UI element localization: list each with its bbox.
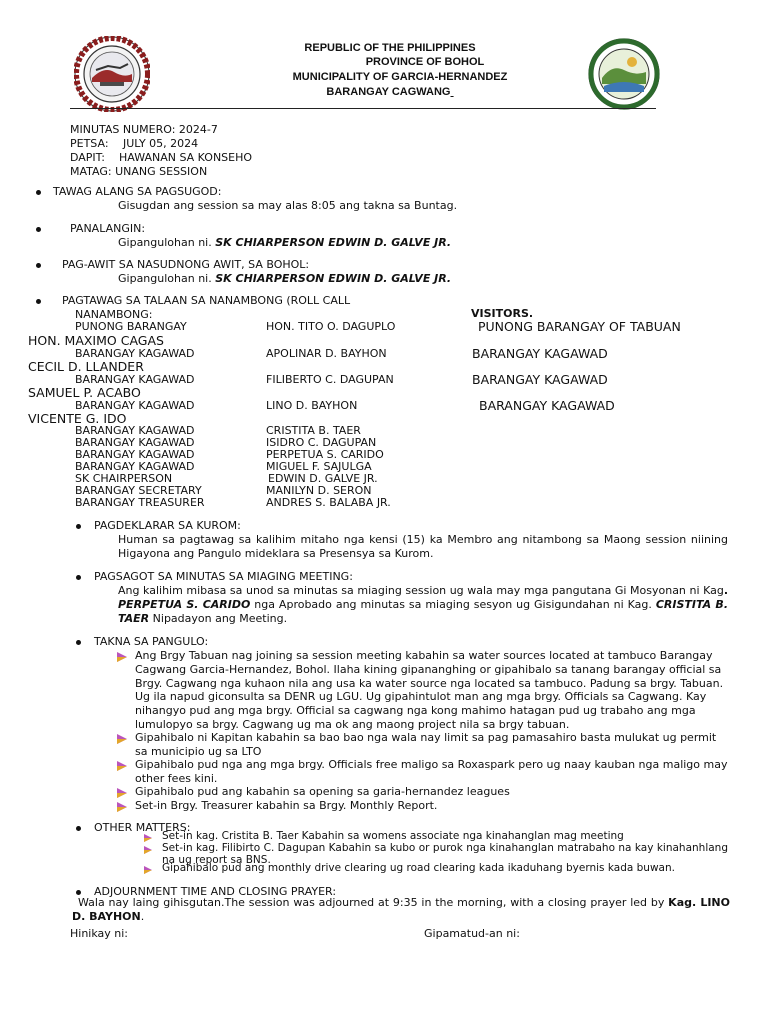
- visitor-position: BARANGAY KAGAWAD: [472, 346, 608, 361]
- hinikay-label: Hinikay ni:: [70, 927, 129, 940]
- petsa-label: PETSA:: [70, 137, 109, 150]
- header-republic: REPUBLIC OF THE PHILIPPINES: [304, 42, 476, 54]
- panalangin-pre: Gipangulohan ni.: [118, 236, 212, 249]
- attendee-name: PERPETUA S. CARIDO: [266, 448, 384, 461]
- bullet-dot: [36, 263, 41, 268]
- dapit-value: HAWANAN SA KONSEHO: [119, 151, 253, 164]
- minutas-prev-text-a: Ang kalihim mibasa sa unod sa minutas sa miaging session ug wala may mga pangutana Gi Mosyonan ni Kag: [118, 584, 724, 597]
- takna-item: Gipahibalo pud nga ang mga brgy. Officials free maligo sa Roxaspark pero ug naay kauban nga maligo may other fees kini.: [135, 758, 728, 785]
- takna-item: Set-in Brgy. Treasurer kabahin sa Brgy. Monthly Report.: [135, 799, 438, 812]
- gipamatud-label: Gipamatud-an ni:: [424, 927, 520, 940]
- nanambong-label: NANAMBONG:: [75, 308, 153, 321]
- other-item: Set-in kag. Cristita B. Taer Kabahin sa womens associate nga kinahanglan mag meeting: [162, 830, 624, 842]
- minutas-prev-dot: .: [723, 584, 728, 597]
- bullet-dot: [76, 575, 81, 580]
- municipal-seal-logo: [588, 38, 660, 110]
- attendee-position: BARANGAY KAGAWAD: [75, 436, 195, 449]
- bullet-dot: [76, 524, 81, 529]
- tawag-title: TAWAG ALANG SA PAGSUGOD:: [53, 185, 222, 198]
- bullet-dot: [36, 190, 41, 195]
- arrow-bullet-icon: [117, 734, 127, 744]
- attendee-name: MIGUEL F. SAJULGA: [266, 460, 372, 473]
- panalangin-title: PANALANGIN:: [70, 222, 146, 235]
- attendee-position: SK CHAIRPERSON: [75, 472, 173, 485]
- attendee-name: EDWIN D. GALVE JR.: [268, 472, 378, 485]
- minutas-number: MINUTAS NUMERO: 2024-7: [70, 123, 218, 136]
- pagawit-line: [118, 272, 451, 285]
- attendee-position: BARANGAY KAGAWAD: [75, 347, 195, 360]
- attendee-position: BARANGAY TREASURER: [75, 496, 205, 509]
- bullet-dot: [76, 890, 81, 895]
- panalangin-line: [118, 236, 451, 249]
- arrow-bullet-icon: [144, 866, 152, 874]
- other-item: Set-in kag. Filibirto C. Dagupan Kabahin sa kubo or purok nga kinahanglan matrabaho na kay kinahanhlang na ug report sa BNS.: [162, 842, 728, 866]
- attendee-name: FILIBERTO C. DAGUPAN: [266, 373, 394, 386]
- header-barangay-text: BARANGAY CAGWANG: [326, 86, 451, 98]
- pagawit-name: SK CHIARPERSON EDWIN D. GALVE JR.: [215, 272, 452, 285]
- attendee-position: BARANGAY KAGAWAD: [75, 399, 195, 412]
- minutas-prev-name1: PERPETUA S. CARIDO: [118, 597, 251, 611]
- arrow-bullet-icon: [144, 834, 152, 842]
- petsa-value: JULY 05, 2024: [123, 137, 199, 150]
- visitor-position: BARANGAY KAGAWAD: [479, 398, 615, 413]
- attendee-position: PUNONG BARANGAY: [75, 320, 187, 333]
- takna-item: Gipahibalo ni Kapitan kabahin sa bao bao nga wala nay limit sa pag pamasahiro basta mulukat ug permit sa municipio ug sa LTO: [135, 731, 717, 758]
- minutas-prev-text-b: nga Aprobado ang minutas sa miaging sesyon ug Gisigundahan ni Kag.: [250, 597, 652, 611]
- attendee-name: HON. TITO O. DAGUPLO: [266, 320, 396, 333]
- attendee-position: BARANGAY KAGAWAD: [75, 460, 195, 473]
- attendee-name: ANDRES S. BALABA JR.: [266, 496, 391, 509]
- other-title: OTHER MATTERS:: [94, 821, 191, 834]
- arrow-bullet-icon: [117, 802, 127, 812]
- header-barangay: [310, 86, 470, 98]
- pagawit-pre: Gipangulohan ni.: [118, 272, 212, 285]
- matag-session: MATAG: UNANG SESSION: [70, 165, 208, 178]
- visitors-label: VISITORS.: [471, 307, 534, 320]
- minutas-prev-title: PAGSAGOT SA MINUTAS SA MIAGING MEETING:: [94, 570, 353, 583]
- other-item: Gipahibalo pud ang monthly drive clearing ug road clearing kada ikaduhang byernis kada buwan.: [162, 862, 675, 874]
- arrow-bullet-icon: [144, 846, 152, 854]
- attendee-name: MANILYN D. SERON: [266, 484, 372, 497]
- arrow-bullet-icon: [117, 788, 127, 798]
- attendee-position: BARANGAY KAGAWAD: [75, 448, 195, 461]
- adjourn-dot: .: [140, 909, 145, 923]
- adjourn-title: ADJOURNMENT TIME AND CLOSING PRAYER:: [94, 885, 337, 898]
- kurom-title: PAGDEKLARAR SA KUROM:: [94, 519, 241, 532]
- header-divider: [70, 108, 656, 109]
- bullet-dot: [76, 826, 81, 831]
- attendee-name: ISIDRO C. DAGUPAN: [266, 436, 377, 449]
- attendee-name: APOLINAR D. BAYHON: [266, 347, 387, 360]
- kurom-text: Human sa pagtawag sa kalihim mitaho nga kensi (15) ka Membro ang nitambong sa Maong session niining Higayona ang Pangulo mideklara sa Presensya sa Kurom.: [118, 533, 728, 560]
- visitor-name: SAMUEL P. ACABO: [28, 385, 141, 400]
- takna-title: TAKNA SA PANGULO:: [94, 635, 209, 648]
- takna-item: Ang Brgy Tabuan nag joining sa session meeting kabahin sa water sources located at tambuco Barangay Cagwang Garcia-Hernandez, Bohol. Ilaha kining gipananghing or gipahibalo sa tanang barangay official sa Brgy. Cagwang nga kuhaon nila ang usa ka water source nga located sa tambuco. Padung sa brgy. Tabuan. Ug ila napud giconsulta sa DENR ug LGU. Ug gipahintulot man ang mga brgy. Officials sa Cagwang. Kay nihangyo pud ang mga brgy. Official sa cagwang nga kong mahimo hatagan pud ug trabaho ang mga lumulopyo sa brgy. Cagwang ug ma ok ang maong project nila sa brgy tabuan.: [135, 649, 724, 731]
- minutas-prev-text-c: Nipadayon ang Meeting.: [149, 611, 288, 625]
- bullet-dot: [76, 640, 81, 645]
- arrow-bullet-icon: [117, 652, 127, 662]
- adjourn-text-body: Wala nay laing gihisgutan.The session was adjourned at 9:35 in the morning, with a closing prayer led by: [78, 896, 665, 909]
- adjourn-text: [72, 896, 730, 924]
- attendee-position: BARANGAY SECRETARY: [75, 484, 202, 497]
- tawag-text: Gisugdan ang session sa may alas 8:05 ang takna sa Buntag.: [118, 199, 458, 212]
- visitor-position: BARANGAY KAGAWAD: [472, 372, 608, 387]
- header-province: PROVINCE OF BOHOL: [365, 56, 485, 68]
- arrow-bullet-icon: [117, 761, 127, 771]
- pagawit-title: PAG-AWIT SA NASUDNONG AWIT, SA BOHOL:: [62, 258, 310, 271]
- dapit-label: DAPIT:: [70, 151, 105, 164]
- minutas-prev-text: [118, 584, 728, 625]
- panalangin-name: SK CHIARPERSON EDWIN D. GALVE JR.: [215, 236, 452, 249]
- attendee-name: CRISTITA B. TAER: [266, 424, 361, 437]
- header-municipality: MUNICIPALITY OF GARCIA-HERNANDEZ: [292, 71, 508, 83]
- visitor-name: HON. MAXIMO CAGAS: [28, 333, 164, 348]
- attendee-position: BARANGAY KAGAWAD: [75, 424, 195, 437]
- adjourn-name: Kag. LINO D. BAYHON: [72, 896, 730, 923]
- visitor-name: CECIL D. LLANDER: [28, 359, 144, 374]
- barangay-seal-logo: [74, 36, 150, 112]
- attendee-position: BARANGAY KAGAWAD: [75, 373, 195, 386]
- takna-item: Gipahibalo pud ang kabahin sa opening sa garia-hernandez leagues: [135, 785, 510, 798]
- bullet-dot: [36, 299, 41, 304]
- visitor-name: VICENTE G. IDO: [28, 411, 127, 426]
- bullet-dot: [36, 227, 41, 232]
- visitor-position: PUNONG BARANGAY OF TABUAN: [478, 319, 681, 334]
- pagtawag-title: PAGTAWAG SA TALAAN SA NANAMBONG (ROLL CALL: [62, 294, 351, 307]
- minutas-prev-name2: CRISTITA B. TAER: [118, 597, 728, 625]
- attendee-name: LINO D. BAYHON: [266, 399, 358, 412]
